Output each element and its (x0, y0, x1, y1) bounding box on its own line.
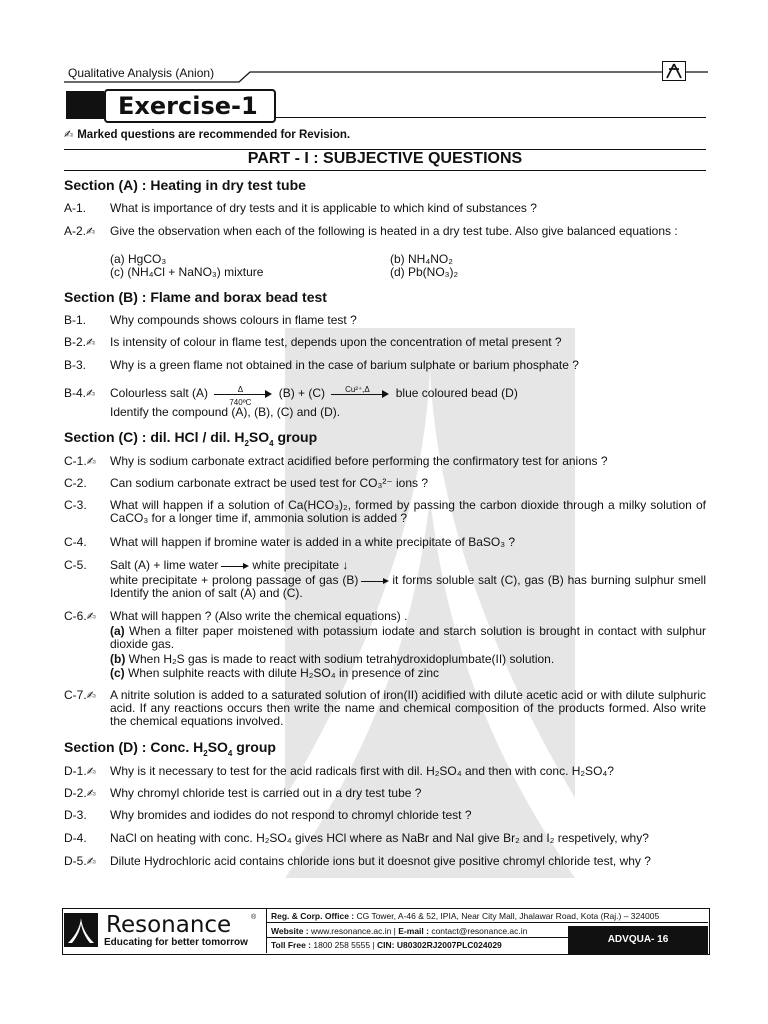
section-b-title: Section (B) : Flame and borax bead test (64, 289, 327, 305)
email-link[interactable]: contact@resonance.ac.in (428, 926, 528, 936)
section-a-title: Section (A) : Heating in dry test tube (64, 177, 306, 193)
section-c-title: Section (C) : dil. HCl / dil. $H_2SO_4$ group (64, 429, 318, 448)
exercise-band (66, 91, 104, 119)
pencil-icon: ✍ (86, 611, 96, 623)
section-d-title: Section (D) : Conc. $H_2SO_4$ group (64, 739, 276, 758)
reaction-arrow (221, 561, 249, 571)
pencil-icon: ✍ (86, 226, 96, 238)
revision-note: ✍ Marked questions are recommended for Revision. (64, 129, 351, 141)
pencil-icon: ✍ (86, 766, 96, 778)
exercise-underline (274, 117, 706, 118)
part-rule-bottom (64, 170, 706, 171)
footer-office: Reg. & Corp. Office : CG Tower, A-46 & 52, IPIA, Near City Mall, Jhalawar Road, Kota (Raj.) – 324005 (267, 909, 708, 923)
footer-contact: Website : www.resonance.ac.in | E-mail : contact@resonance.ac.in (267, 924, 568, 938)
pencil-icon: ✍ (86, 456, 96, 468)
pencil-icon: ✍ (86, 337, 96, 349)
pencil-icon: ✍ (86, 856, 96, 868)
reaction-arrow: Cu²⁺,Δ (331, 387, 389, 400)
resonance-logo-icon (64, 913, 98, 947)
pencil-icon: ✍ (86, 788, 96, 800)
header-rule (64, 68, 708, 86)
footer-logo (64, 910, 266, 951)
page-code: ADVQUA- 16 (568, 926, 708, 954)
pencil-icon: ✍ (86, 388, 96, 400)
registered-mark: ® (251, 914, 257, 921)
website-link[interactable]: www.resonance.ac.in | (308, 926, 399, 936)
reaction-arrow: $\frac{\Delta}{\text{740ºC}}$ (214, 387, 272, 400)
part-title: PART - I : SUBJECTIVE QUESTIONS (247, 150, 523, 167)
reaction-arrow (361, 576, 389, 586)
chapter-title: Qualitative Analysis (Anion) (68, 66, 215, 80)
pencil-icon: ✍ (64, 129, 74, 141)
footer-tollfree: Toll Free : 1800 258 5555 | CIN: U80302RJ2007PLC024029 (271, 940, 502, 950)
exercise-title: Exercise-1 (104, 89, 276, 123)
pencil-icon: ✍ (86, 690, 96, 702)
brand-tagline: Educating for better tomorrow (104, 937, 248, 948)
brand-name: Resonance (106, 912, 232, 938)
header-logo-icon (662, 61, 686, 81)
